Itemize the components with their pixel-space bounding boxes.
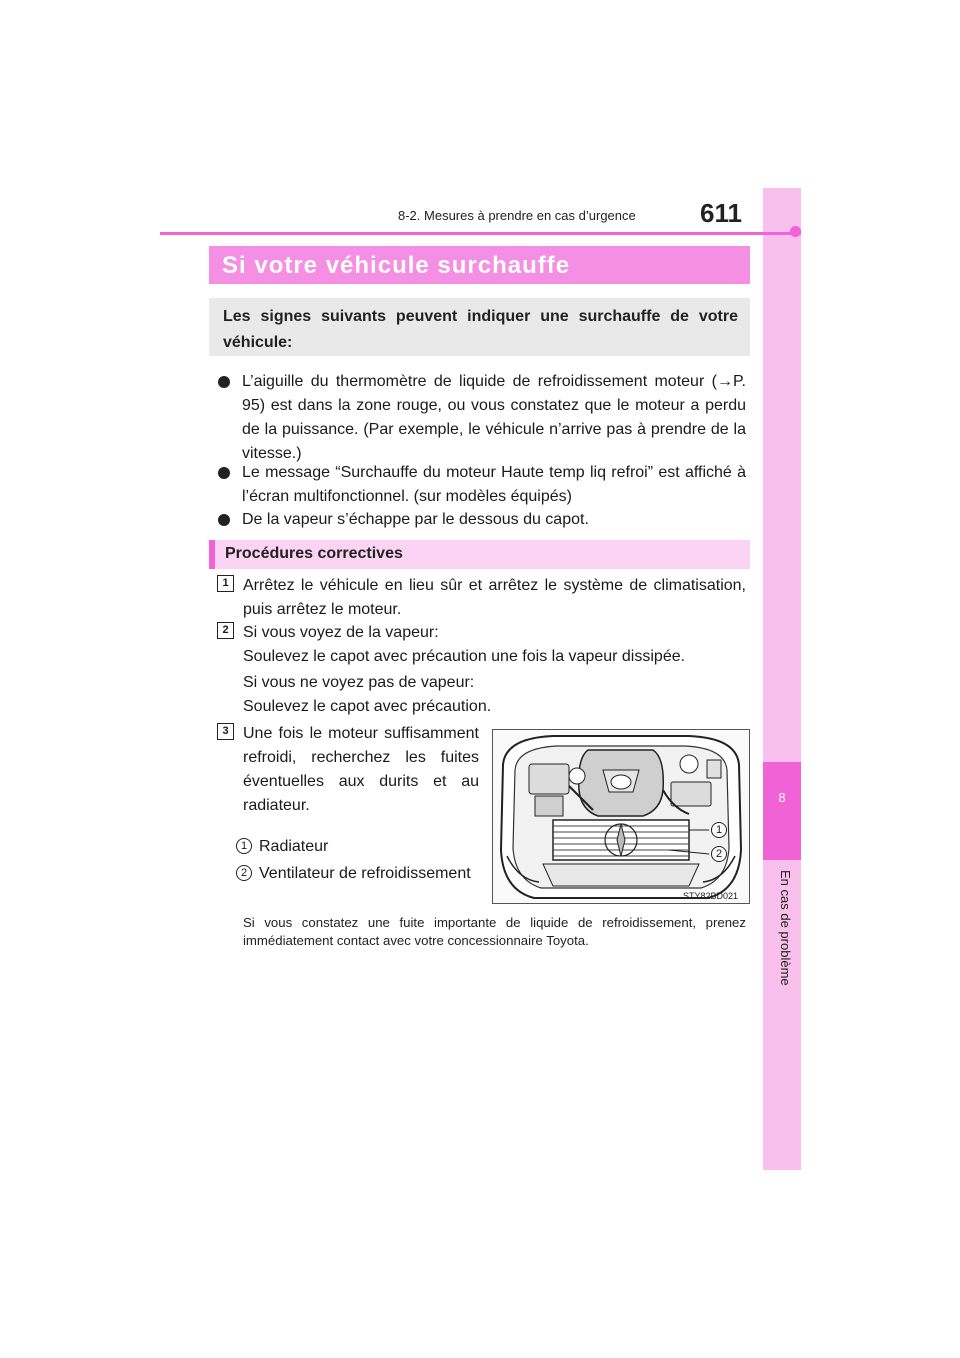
chapter-number: 8 (778, 790, 786, 805)
chapter-label: En cas de problème (778, 870, 793, 986)
warning-note: Si vous constatez une fuite importante de liquide de refroidissement, prenez immédiatement contact avec votre concessionnaire Toyota. (243, 915, 746, 948)
step-number-2: 2 (217, 622, 234, 639)
item-1-marker: 1 (236, 838, 252, 854)
figure-callout-2: 2 (711, 846, 727, 862)
header-rule (160, 232, 801, 235)
bullet-icon (218, 514, 230, 526)
figure-code: STY82BD021 (683, 891, 739, 901)
bullet-text: Le message “Surchauffe du moteur Haute temp liq refroi” est affiché à l’écran multifonctionnel. (sur modèles équipés) (242, 464, 746, 505)
figure-callout-1: 1 (711, 822, 727, 838)
step-2-nosteam-label: Si vous ne voyez pas de vapeur: (243, 674, 475, 691)
step-number-3: 3 (217, 723, 234, 740)
page-title: Si votre véhicule surchauffe (209, 246, 750, 284)
header-rule-end (790, 226, 801, 237)
bullet-item (218, 508, 746, 532)
item-1-label: Radiateur (259, 838, 329, 855)
step-2-steam-action: Soulevez le capot avec précaution une fois la vapeur dissipée. (243, 648, 686, 665)
chapter-tab-marker (763, 762, 801, 860)
section-breadcrumb: 8-2. Mesures à prendre en cas d’urgence (398, 208, 636, 223)
engine-bay-illustration (492, 729, 750, 904)
bullet-icon (218, 467, 230, 479)
bullet-icon (218, 376, 230, 388)
item-2-label: Ventilateur de refroidissement (259, 865, 471, 882)
engine-bay-drawing (493, 730, 749, 903)
step-2-steam-label: Si vous voyez de la vapeur: (243, 624, 439, 641)
page-number: 611 (700, 198, 742, 228)
step-1-text: Arrêtez le véhicule en lieu sûr et arrêtez le système de climatisation, puis arrêtez le moteur. (243, 577, 746, 618)
bullet-text: L’aiguille du thermomètre de liquide de refroidissement moteur (→P. 95) est dans la zone rouge, ou vous constatez que le moteur a perdu de la puissance. (Par exemple, le véhicule n’arrive pas à prendre de la vitesse.) (242, 373, 746, 462)
step-2-nosteam-action: Soulevez le capot avec précaution. (243, 698, 492, 715)
intro-box: Les signes suivants peuvent indiquer une surchauffe de votre véhicule: (209, 298, 750, 356)
bullet-text: De la vapeur s’échappe par le dessous du capot. (242, 511, 589, 528)
procedures-heading: Procédures correctives (209, 540, 750, 569)
bullet-item (218, 461, 746, 509)
bullet-item (218, 370, 746, 466)
step-3-text: Une fois le moteur suffisamment refroidi, recherchez les fuites éventuelles aux durits et au radiateur. (243, 725, 479, 814)
step-number-1: 1 (217, 575, 234, 592)
item-2-marker: 2 (236, 865, 252, 881)
